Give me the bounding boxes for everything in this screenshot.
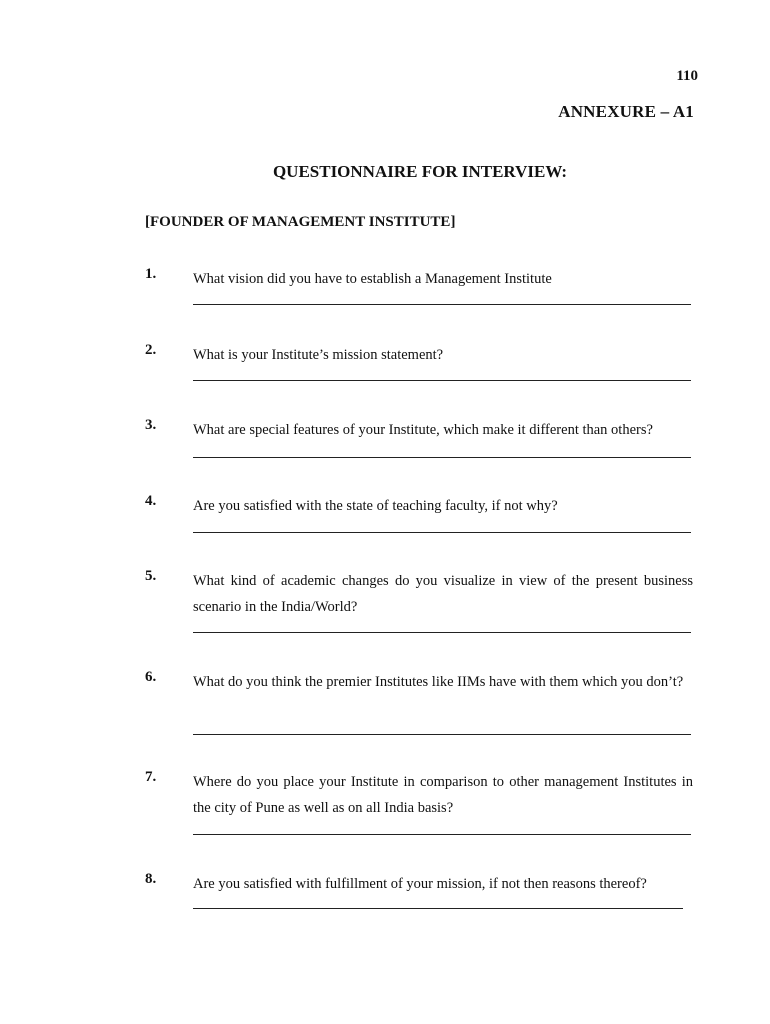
- subtitle: [FOUNDER OF MANAGEMENT INSTITUTE]: [145, 214, 456, 230]
- question-number: 1.: [145, 266, 157, 282]
- annexure-heading: ANNEXURE – A1: [558, 102, 694, 121]
- question-text: What vision did you have to establish a Management Institute: [193, 271, 552, 287]
- answer-line[interactable]: [193, 304, 691, 305]
- answer-line[interactable]: [193, 834, 691, 835]
- page-number: 110: [676, 68, 698, 84]
- question-number: 3.: [145, 417, 157, 433]
- question-number: 5.: [145, 568, 157, 584]
- question-number: 6.: [145, 669, 157, 685]
- question-number: 8.: [145, 871, 157, 887]
- answer-line[interactable]: [193, 380, 691, 381]
- answer-line[interactable]: [193, 457, 691, 458]
- question-number: 2.: [145, 342, 157, 358]
- question-number: 4.: [145, 493, 157, 509]
- question-text: Are you satisfied with the state of teaching faculty, if not why?: [193, 498, 558, 514]
- page-title: QUESTIONNAIRE FOR INTERVIEW:: [272, 162, 568, 181]
- answer-line[interactable]: [193, 734, 691, 735]
- answer-line[interactable]: [193, 532, 691, 533]
- question-text: Are you satisfied with fulfillment of your mission, if not then reasons thereof?: [193, 876, 647, 892]
- question-text: What do you think the premier Institutes like IIMs have with them which you don’t?: [193, 674, 684, 690]
- answer-line[interactable]: [193, 908, 683, 909]
- question-text: Where do you place your Institute in comparison to other management Institutes in the city of Pune as well as on all India basis?: [193, 774, 693, 816]
- question-text: What kind of academic changes do you visualize in view of the present business scenario in the India/World?: [193, 573, 693, 615]
- question-text: What are special features of your Institute, which make it different than others?: [193, 422, 653, 438]
- question-text: What is your Institute’s mission statement?: [193, 347, 444, 363]
- answer-line[interactable]: [193, 632, 691, 633]
- question-number: 7.: [145, 769, 157, 785]
